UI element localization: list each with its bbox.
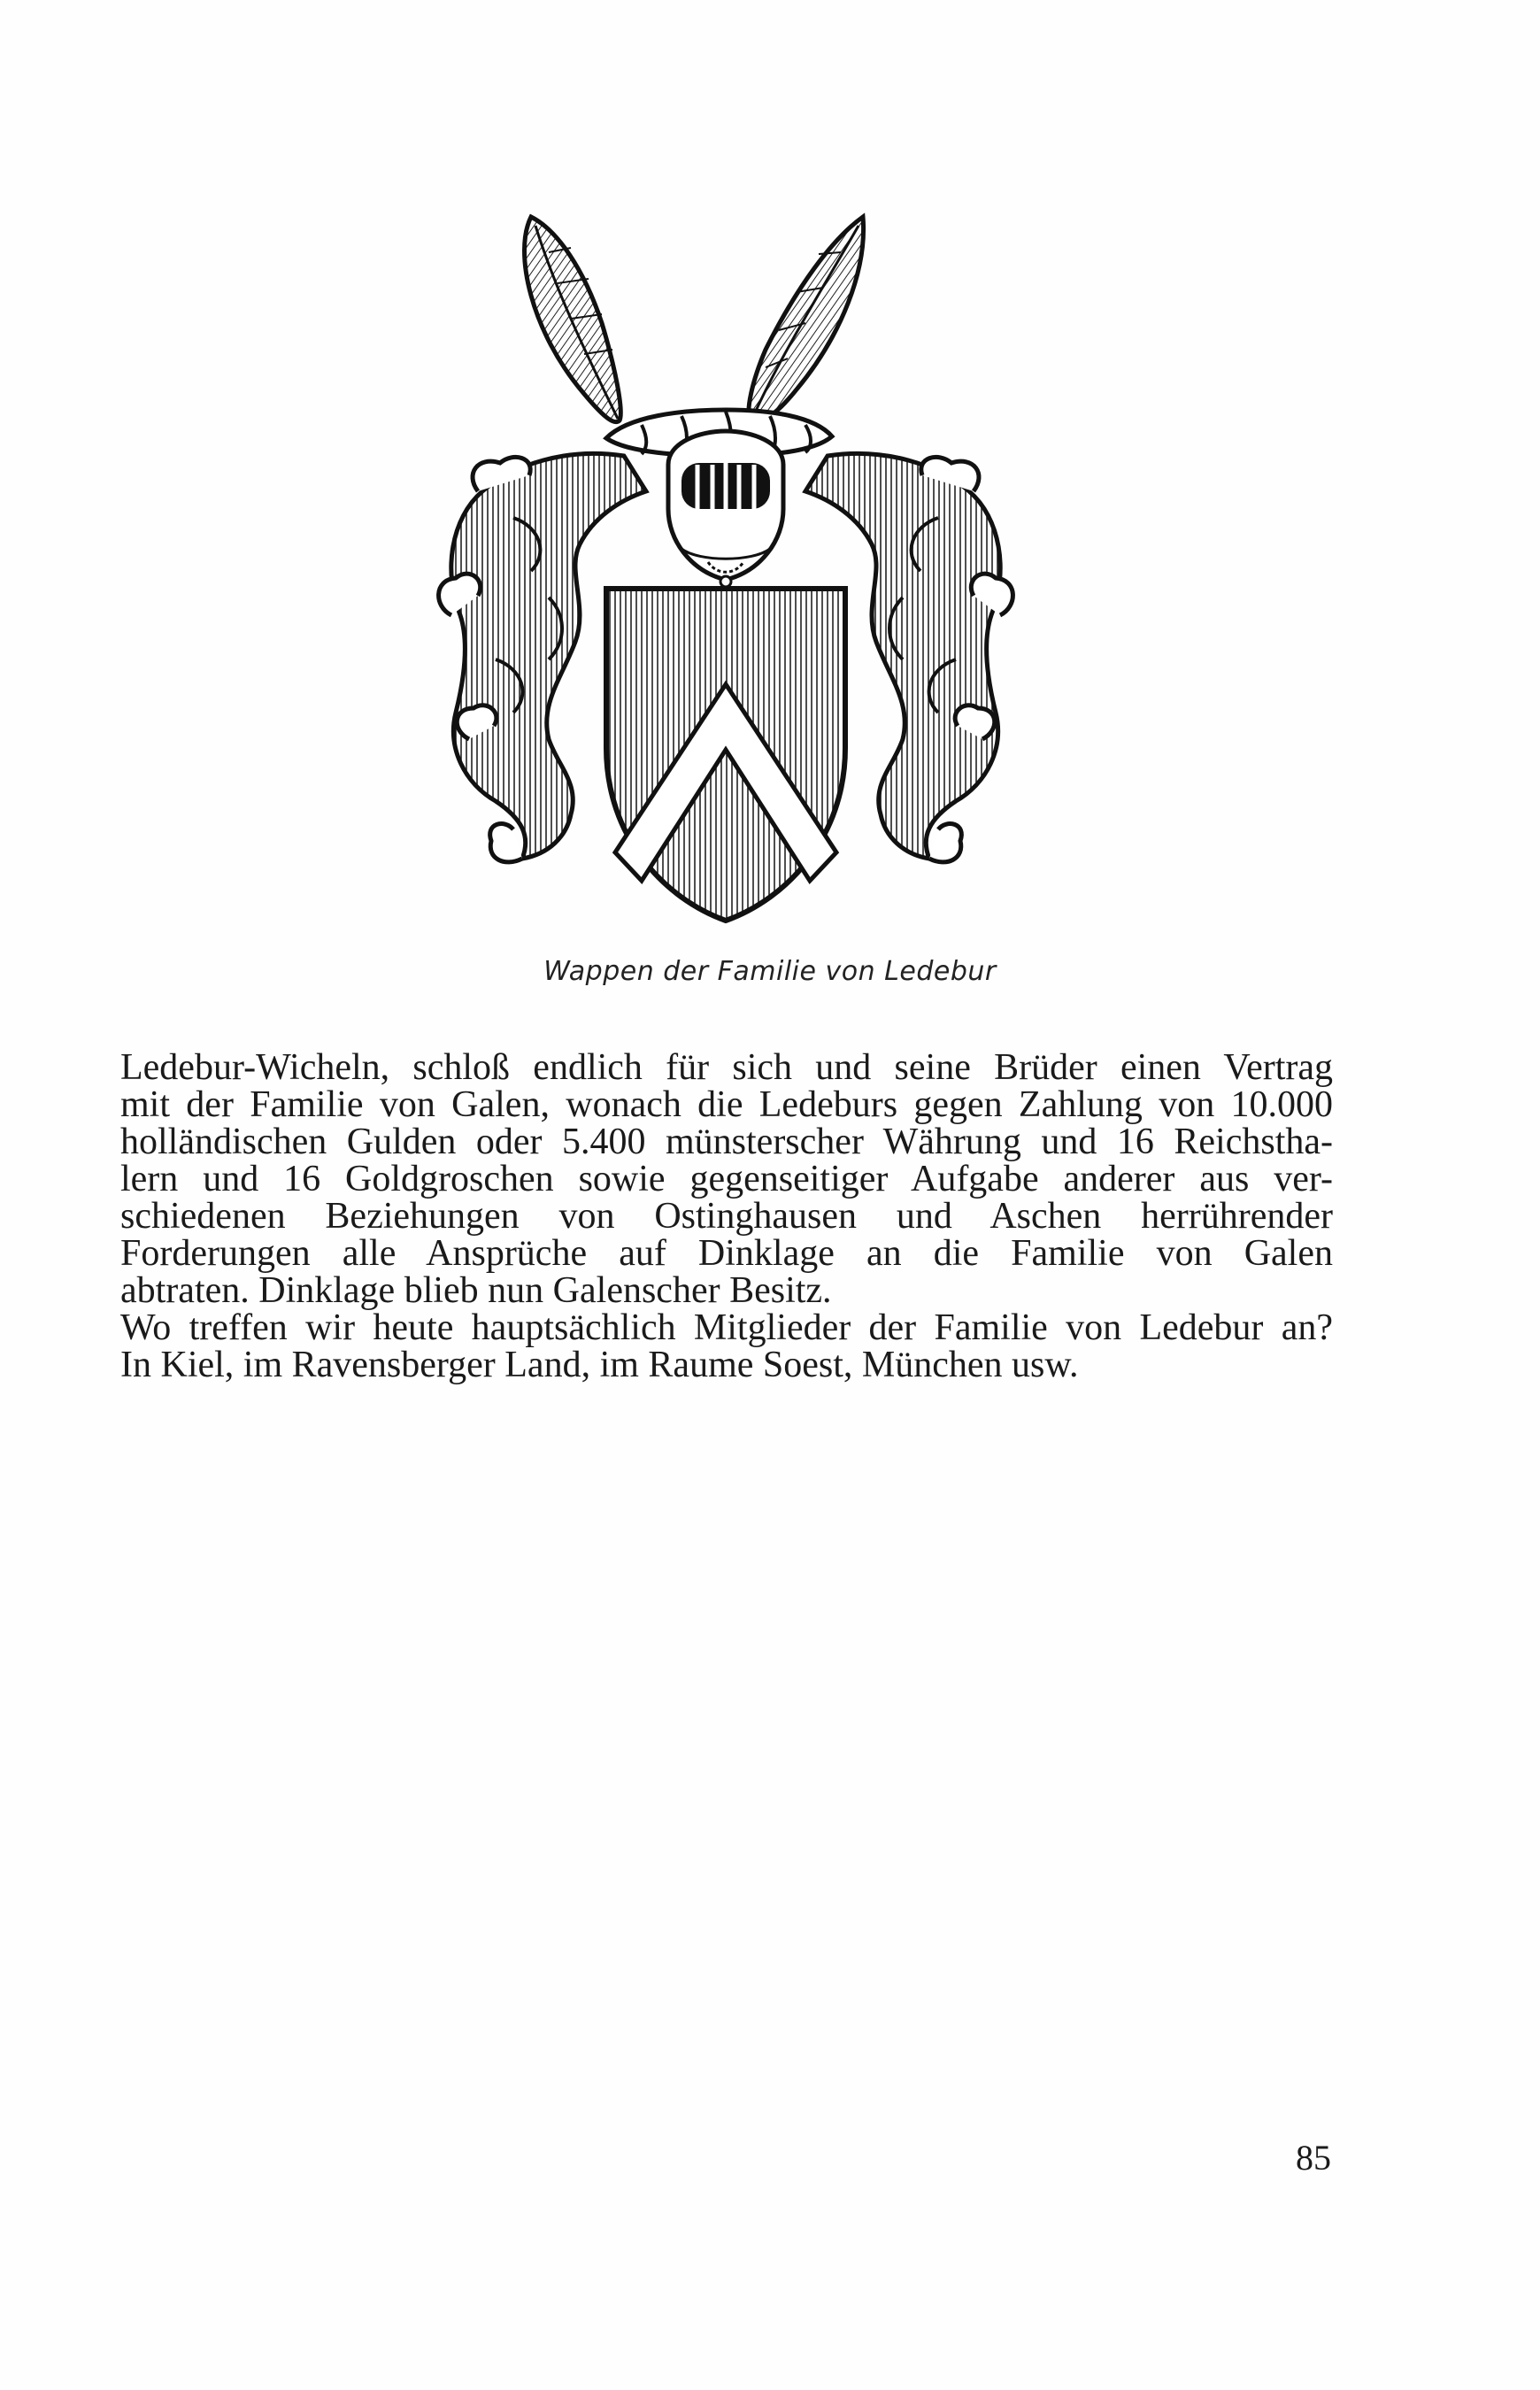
text-line: Ledebur-Wicheln, schloß endlich für sich und seine Brüder einen Vertrag — [120, 1047, 1333, 1088]
left-feather — [525, 217, 621, 422]
coat-of-arms-icon — [416, 199, 1036, 943]
text-line: In Kiel, im Ravensberger Land, im Raume Soest, München usw. — [120, 1345, 1079, 1385]
text-line: mit der Familie von Galen, wonach die Ledeburs gegen Zahlung von 10.000 — [120, 1084, 1333, 1125]
shield — [606, 589, 845, 921]
body-paragraph — [120, 1049, 1333, 1384]
text-line: lern und 16 Goldgroschen sowie gegenseitiger Aufgabe anderer aus ver- — [120, 1159, 1333, 1199]
text-line: abtraten. Dinklage blieb nun Galenscher Besitz. — [120, 1270, 832, 1311]
text-line: Wo treffen wir heute hauptsächlich Mitglieder der Familie von Ledebur an? — [120, 1307, 1333, 1348]
coat-of-arms-illustration — [416, 199, 1036, 943]
text-line: holländischen Gulden oder 5.400 münsterscher Währung und 16 Reichstha- — [120, 1122, 1333, 1162]
page-number: 85 — [1296, 2138, 1331, 2178]
text-line: Forderungen alle Ansprüche auf Dinklage an die Familie von Galen — [120, 1233, 1333, 1274]
right-feather — [749, 217, 864, 422]
helmet — [668, 431, 783, 587]
text-line: schiedenen Beziehungen von Ostinghausen und Aschen herrührender — [120, 1196, 1333, 1237]
figure-caption: Wappen der Familie von Ledebur — [543, 956, 997, 987]
